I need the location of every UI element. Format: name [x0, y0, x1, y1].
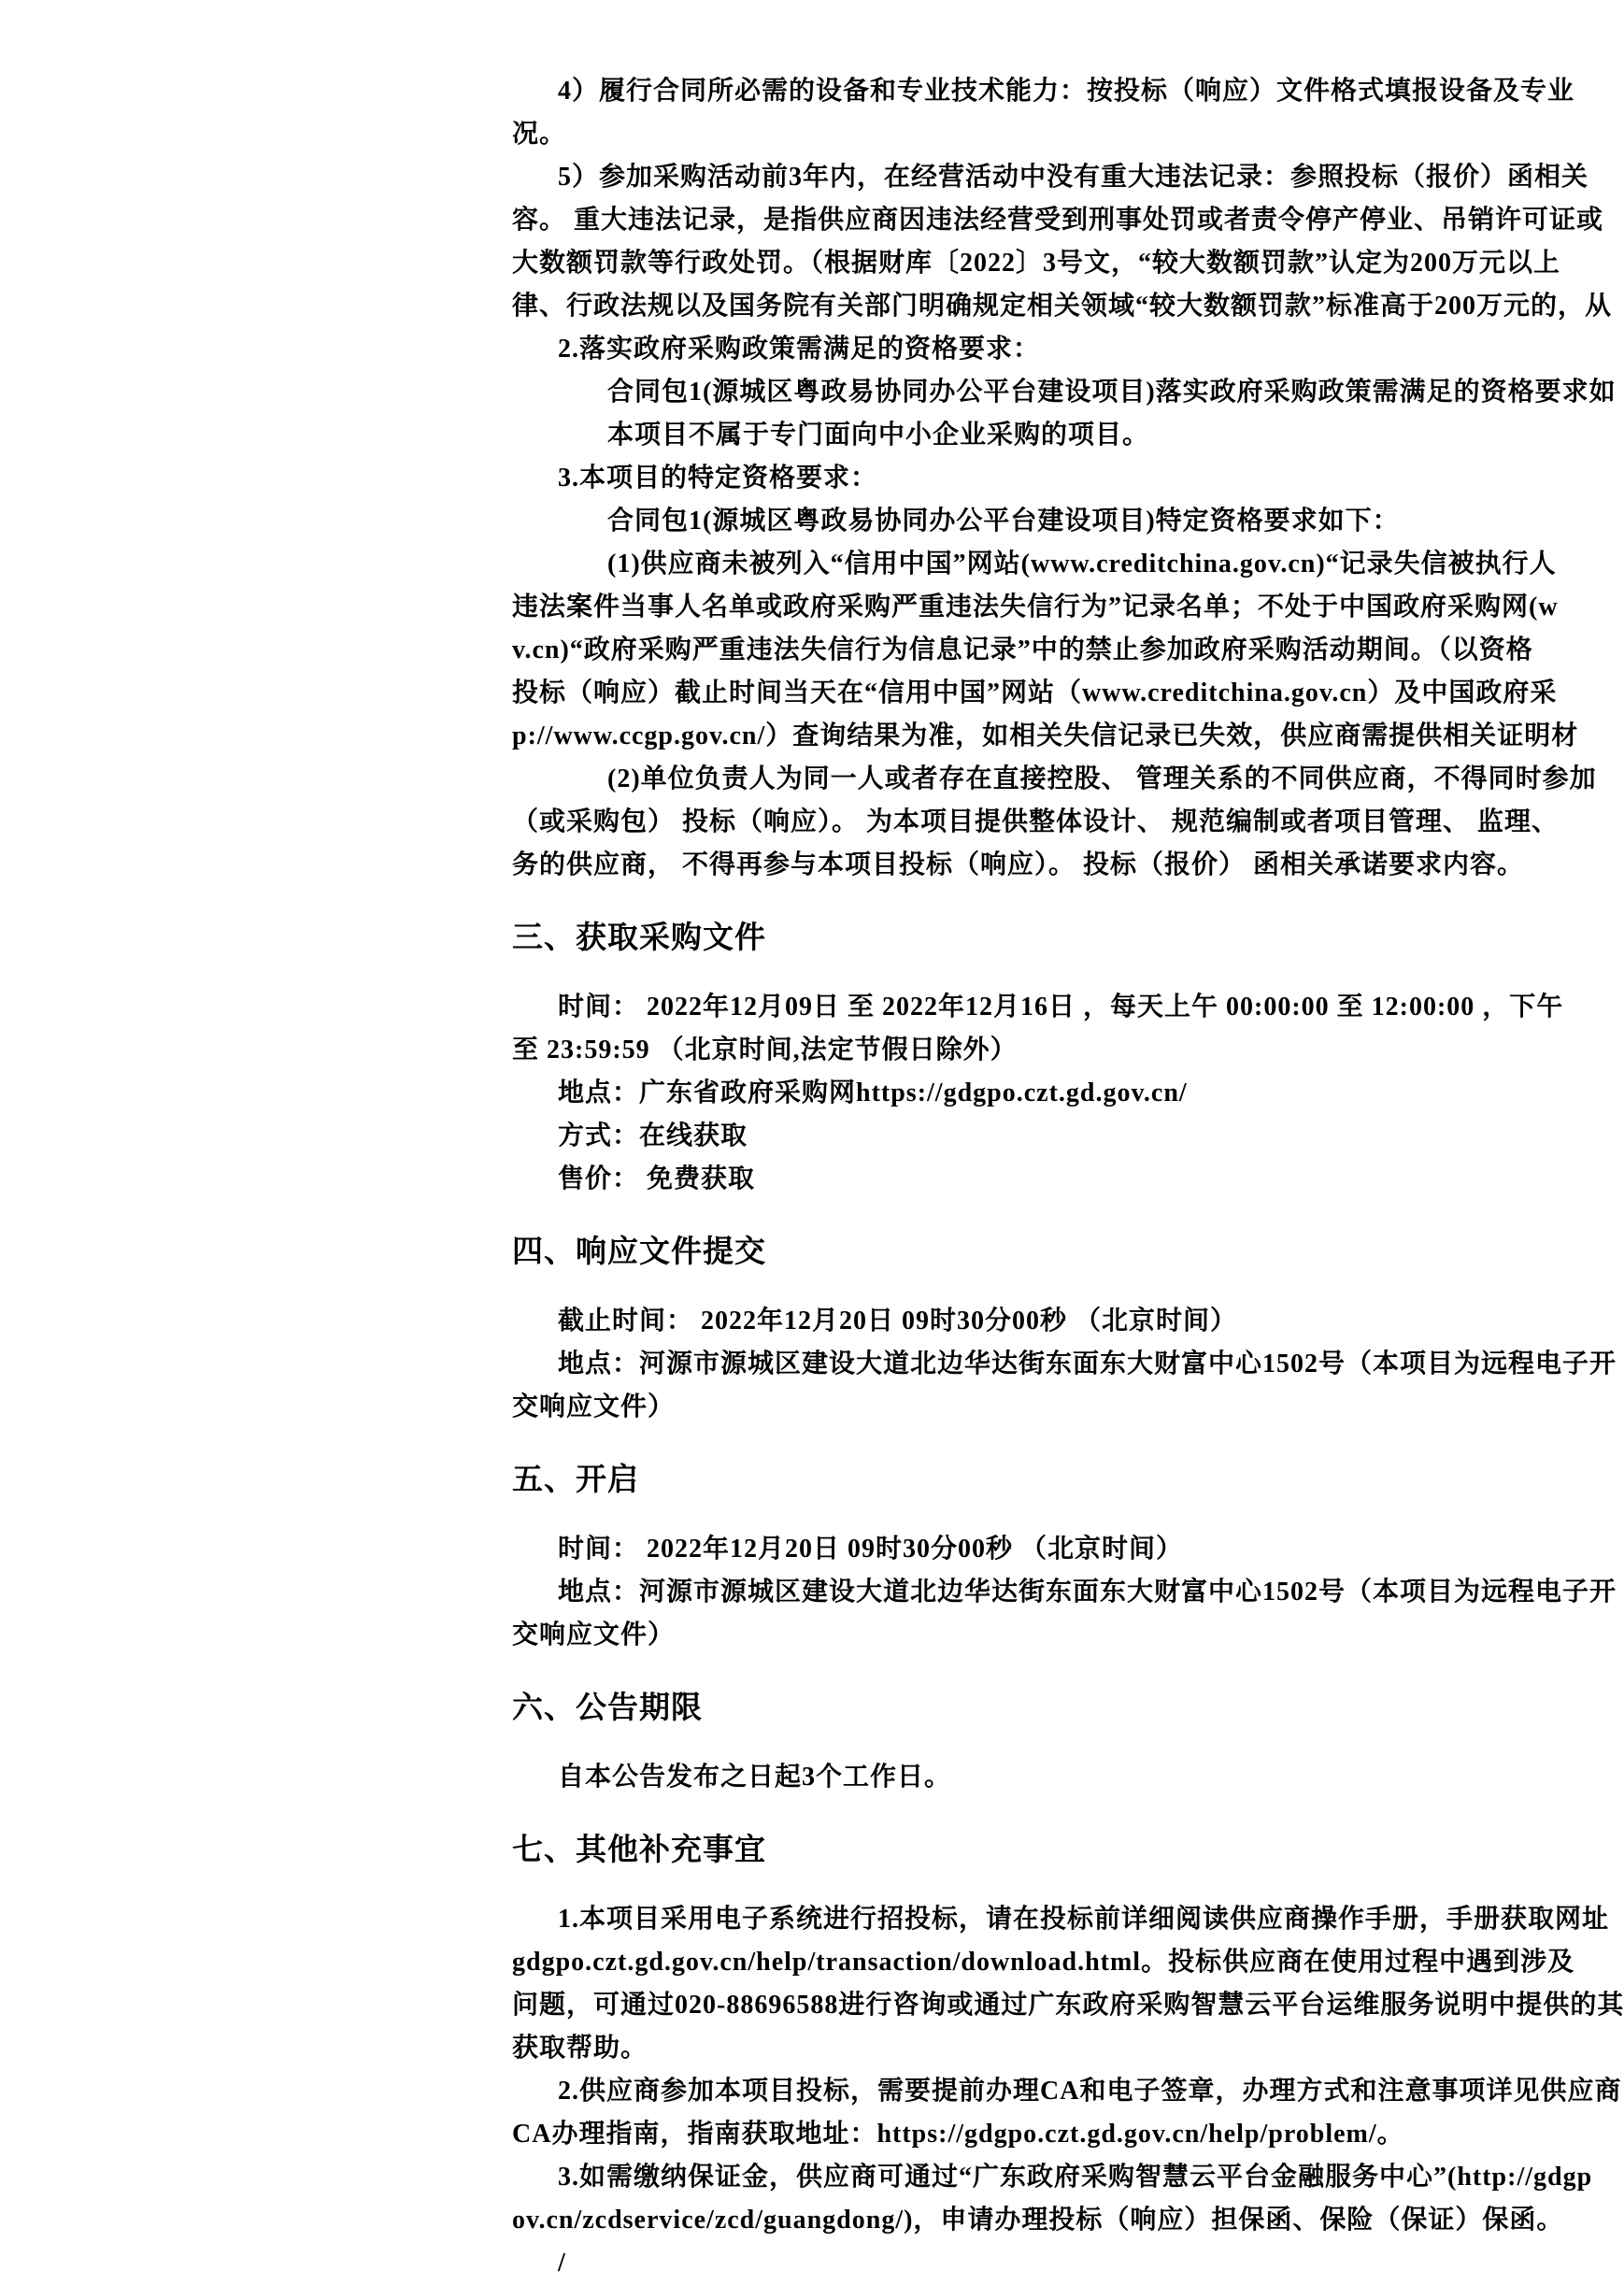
text-line: 2.供应商参加本项目投标，需要提前办理CA和电子签章，办理方式和注意事项详见供应商	[558, 2077, 1622, 2106]
text-line: 交响应文件）	[512, 1392, 676, 1421]
text-line: 3.本项目的特定资格要求：	[558, 464, 878, 493]
section-heading: 四、响应文件提交	[512, 1235, 766, 1269]
text-line: (1)供应商未被列入“信用中国”网站(www.creditchina.gov.cn)“记录失信被执行人	[607, 550, 1557, 578]
text-line: v.cn)“政府采购严重违法失信行为信息记录”中的禁止参加政府采购活动期间。（以资格	[512, 636, 1533, 664]
text-line: 1.本项目采用电子系统进行招投标，请在投标前详细阅读供应商操作手册，手册获取网址	[558, 1905, 1610, 1934]
text-line: 律、行政法规以及国务院有关部门明确规定相关领域“较大数额罚款”标准高于200万元的，从	[512, 292, 1613, 321]
section-heading: 七、其他补充事宜	[512, 1834, 766, 1867]
text-line: 合同包1(源城区粤政易协同办公平台建设项目)落实政府采购政策需满足的资格要求如	[607, 378, 1617, 407]
text-line: 截止时间： 2022年12月20日 09时30分00秒 （北京时间）	[558, 1307, 1238, 1335]
text-line: 地点：河源市源城区建设大道北边华达街东面东大财富中心1502号（本项目为远程电子开	[558, 1350, 1617, 1378]
text-line: 4）履行合同所必需的设备和专业技术能力：按投标（响应）文件格式填报设备及专业	[558, 77, 1575, 106]
text-line: 合同包1(源城区粤政易协同办公平台建设项目)特定资格要求如下：	[607, 507, 1400, 536]
text-line: 务的供应商， 不得再参与本项目投标（响应）。 投标（报价） 函相关承诺要求内容。	[512, 850, 1525, 879]
text-line: 时间： 2022年12月20日 09时30分00秒 （北京时间）	[558, 1535, 1184, 1564]
text-line: 自本公告发布之日起3个工作日。	[558, 1763, 952, 1792]
text-line: 5）参加采购活动前3年内，在经营活动中没有重大违法记录：参照投标（报价）函相关	[558, 163, 1589, 192]
text-line: （或采购包） 投标（响应）。 为本项目提供整体设计、 规范编制或者项目管理、 监理、	[512, 807, 1560, 836]
text-line: 大数额罚款等行政处罚。（根据财库〔2022〕3号文，“较大数额罚款”认定为200万元以上	[512, 249, 1561, 278]
text-line: /	[558, 2249, 566, 2278]
text-line: 3.如需缴纳保证金，供应商可通过“广东政府采购智慧云平台金融服务中心”(http://gdgp	[558, 2163, 1593, 2192]
text-line: 违法案件当事人名单或政府采购严重违法失信行为”记录名单；不处于中国政府采购网(w	[512, 593, 1559, 621]
text-line: gdgpo.czt.gd.gov.cn/help/transaction/download.html。投标供应商在使用过程中遇到涉及	[512, 1948, 1575, 1977]
section-heading: 三、获取采购文件	[512, 921, 766, 955]
text-line: 本项目不属于专门面向中小企业采购的项目。	[607, 421, 1150, 450]
text-line: 交响应文件）	[512, 1621, 676, 1649]
text-line: 问题，可通过020-88696588进行咨询或通过广东政府采购智慧云平台运维服务说明中提供的其	[512, 1991, 1624, 2020]
text-line: 投标（响应）截止时间当天在“信用中国”网站（www.creditchina.gov.cn）及中国政府采	[512, 678, 1558, 707]
text-line: p://www.ccgp.gov.cn/）查询结果为准，如相关失信记录已失效，供应商需提供相关证明材	[512, 721, 1579, 750]
text-line: 地点：广东省政府采购网https://gdgpo.czt.gd.gov.cn/	[558, 1078, 1188, 1107]
text-line: 方式：在线获取	[558, 1121, 748, 1150]
text-line: CA办理指南，指南获取地址：https://gdgpo.czt.gd.gov.cn/help/problem/。	[512, 2120, 1404, 2149]
text-line: 地点：河源市源城区建设大道北边华达街东面东大财富中心1502号（本项目为远程电子开	[558, 1578, 1617, 1607]
text-line: 至 23:59:59 （北京时间,法定节假日除外）	[512, 1035, 1018, 1064]
text-line: ov.cn/zcdservice/zcd/guangdong/)，申请办理投标（响应）担保函、保险（保证）保函。	[512, 2206, 1564, 2235]
text-line: 获取帮助。	[512, 2034, 648, 2063]
text-line: 容。 重大违法记录，是指供应商因违法经营受到刑事处罚或者责令停产停业、吊销许可证或	[512, 206, 1604, 235]
text-line: 况。	[512, 120, 567, 149]
text-line: 2.落实政府采购政策需满足的资格要求：	[558, 335, 1041, 364]
section-heading: 五、开启	[512, 1464, 639, 1497]
text-line: (2)单位负责人为同一人或者存在直接控股、 管理关系的不同供应商，不得同时参加	[607, 764, 1597, 793]
text-line: 时间： 2022年12月09日 至 2022年12月16日 ，每天上午 00:00:00 至 12:00:00 ，下午	[558, 993, 1564, 1021]
section-heading: 六、公告期限	[512, 1692, 703, 1725]
text-line: 售价： 免费获取	[558, 1164, 756, 1193]
